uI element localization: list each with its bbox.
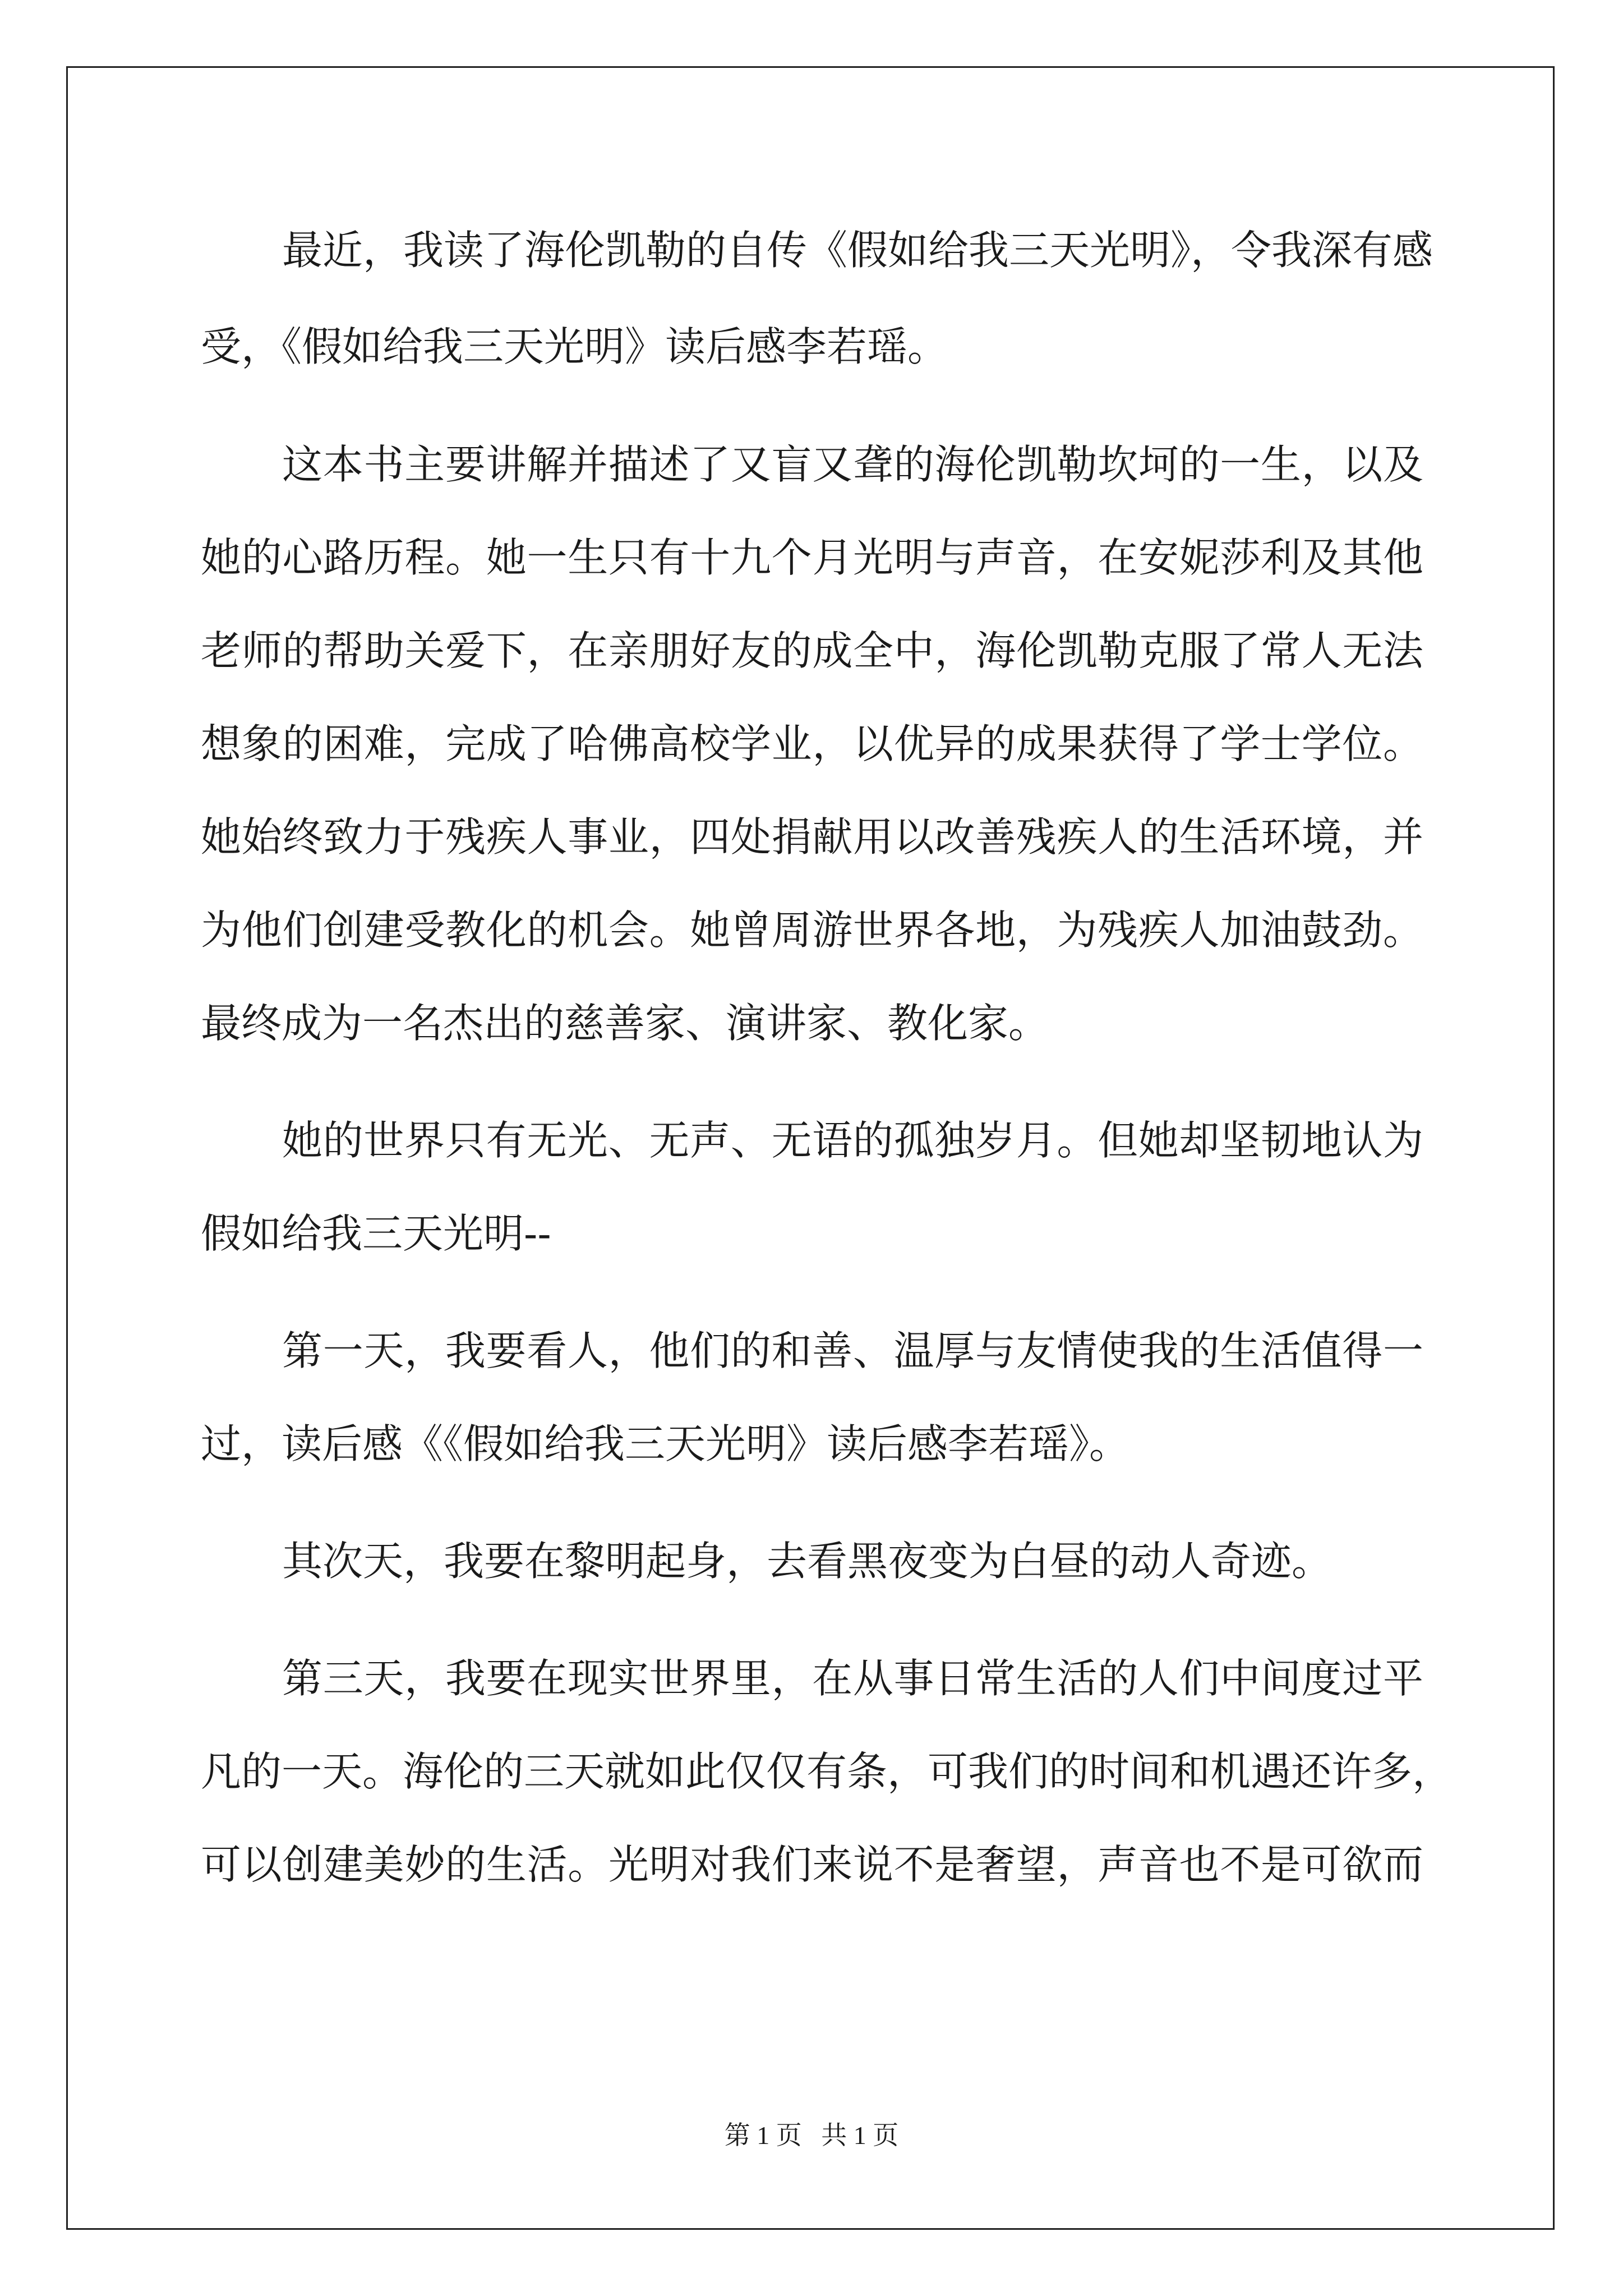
- paragraph-2-line-4: 想象的困难，完成了哈佛高校学业，以优异的成果获得了学士学位。: [201, 720, 1423, 767]
- paragraph-1-line-2: 受，《假如给我三天光明》读后感李若瑶。: [201, 323, 948, 370]
- paragraph-2-line-3: 老师的帮助关爱下，在亲朋好友的成全中，海伦凯勒克服了常人无法: [201, 627, 1423, 674]
- paragraph-6-line-1: 第三天，我要在现实世界里，在从事日常生活的人们中间度过平: [282, 1655, 1423, 1702]
- paragraph-3-line-2: 假如给我三天光明--: [201, 1210, 551, 1257]
- paragraph-2-line-1: 这本书主要讲解并描述了又盲又聋的海伦凯勒坎坷的一生，以及: [282, 441, 1423, 488]
- paragraph-2-line-2: 她的心路历程。她一生只有十九个月光明与声音，在安妮莎利及其他: [201, 534, 1423, 581]
- paragraph-6-line-3: 可以创建美妙的生活。光明对我们来说不是奢望，声音也不是可欲而: [201, 1841, 1423, 1888]
- paragraph-2-line-7: 最终成为一名杰出的慈善家、演讲家、教化家。: [201, 1000, 1049, 1047]
- paragraph-3-line-1: 她的世界只有无光、无声、无语的孤独岁月。但她却坚韧地认为: [282, 1117, 1423, 1164]
- paragraph-1-line-1: 最近，我读了海伦凯勒的自传《假如给我三天光明》，令我深有感: [282, 227, 1433, 274]
- paragraph-6-line-2: 凡的一天。海伦的三天就如此仅仅有条，可我们的时间和机遇还许多，: [201, 1748, 1453, 1795]
- page-number-footer: 第 1 页 共 1 页: [724, 2121, 899, 2150]
- paragraph-5-line-1: 其次天，我要在黎明起身，去看黑夜变为白昼的动人奇迹。: [282, 1538, 1332, 1585]
- paragraph-4-line-1: 第一天，我要看人，他们的和善、温厚与友情使我的生活值得一: [282, 1327, 1423, 1374]
- paragraph-2-line-5: 她始终致力于残疾人事业，四处捐献用以改善残疾人的生活环境，并: [201, 813, 1423, 861]
- paragraph-2-line-6: 为他们创建受教化的机会。她曾周游世界各地，为残疾人加油鼓劲。: [201, 907, 1423, 954]
- paragraph-4-line-2: 过，读后感《《假如给我三天光明》读后感李若瑶》。: [201, 1420, 1130, 1467]
